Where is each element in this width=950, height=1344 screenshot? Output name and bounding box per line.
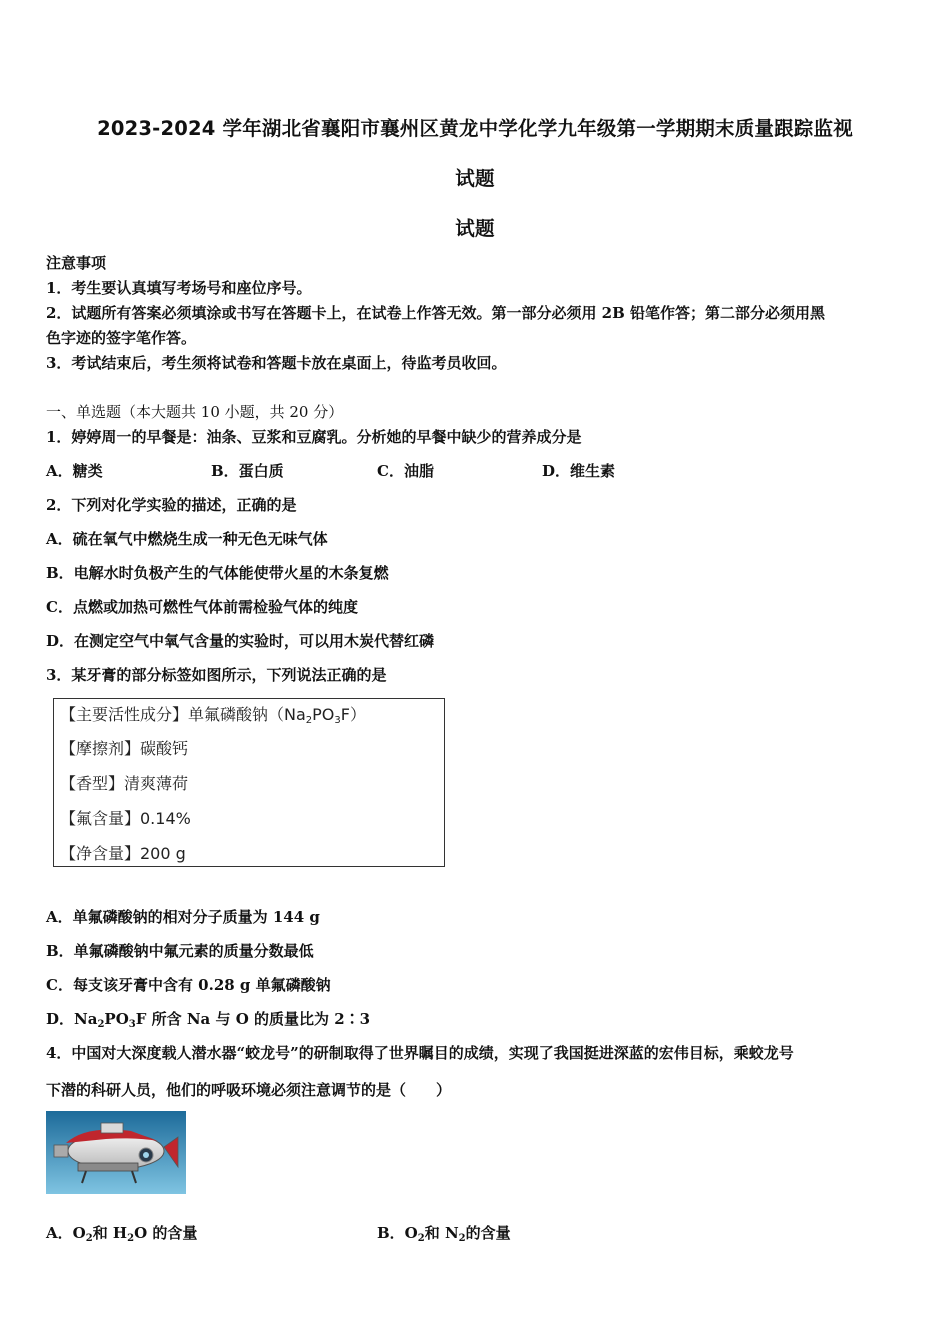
question-3-option-d: D．$Na_2PO_3F$ 所含 Na 与 O 的质量比为 2∶3	[46, 1010, 371, 1030]
question-4-stem: 4．中国对大深度载人潜水器“蛟龙号”的研制取得了世界瞩目的成绩，实现了我国挺进深蓝的宏伟目标，乘蛟龙号	[46, 1044, 794, 1062]
page-subtitle: 试题	[455, 167, 495, 190]
question-2-option-a: A．硫在氧气中燃烧生成一种无色无味气体	[46, 530, 328, 548]
notice-item-2: 2．试题所有答案必须填涂或书写在答题卡上，在试卷上作答无效。第一部分必须用 2B 铅笔作答；第二部分必须用黑	[46, 304, 826, 322]
question-3-option-a: A．单氟磷酸钠的相对分子质量为 144 g	[46, 908, 320, 926]
section-heading: 一、单选题（本大题共 10 小题，共 20 分）	[46, 403, 344, 421]
page-title: 2023-2024 学年湖北省襄阳市襄州区黄龙中学化学九年级第一学期期末质量跟踪监视	[97, 117, 853, 140]
label-net-content: 【净含量】200 g	[60, 844, 186, 863]
question-4-option-a: A．$O_2$和 $H_2O$ 的含量	[46, 1224, 198, 1244]
notice-item-2-cont: 色字迹的签字笔作答。	[46, 329, 197, 347]
jiaolong-submersible-image	[46, 1111, 186, 1194]
question-1-option-a: A．糖类	[46, 462, 103, 480]
question-4-option-b: B．$O_2$和 $N_2$的含量	[377, 1224, 511, 1244]
question-3-stem: 3．某牙膏的部分标签如图所示，下列说法正确的是	[46, 666, 387, 684]
question-4-stem-cont: 下潜的科研人员，他们的呼吸环境必须注意调节的是（ ）	[46, 1081, 452, 1099]
question-2-option-c: C．点燃或加热可燃性气体前需检验气体的纯度	[46, 598, 358, 616]
question-1-stem: 1．婷婷周一的早餐是：油条、豆浆和豆腐乳。分析她的早餐中缺少的营养成分是	[46, 428, 582, 446]
toothpaste-label-box	[53, 698, 445, 867]
question-3-option-c: C．每支该牙膏中含有 0.28 g 单氟磷酸钠	[46, 976, 331, 994]
label-active-ingredient: 【主要活性成分】单氟磷酸钠$(Na_2PO_3F)$	[60, 705, 366, 726]
question-1-option-c: C．油脂	[377, 462, 434, 480]
page-subtitle-repeat: 试题	[455, 217, 495, 240]
label-fluoride-content: 【氟含量】0.14%	[60, 809, 191, 828]
question-1-option-b: B．蛋白质	[211, 462, 284, 480]
question-2-stem: 2．下列对化学实验的描述，正确的是	[46, 496, 297, 514]
question-1-option-d: D．维生素	[542, 462, 616, 480]
question-2-option-b: B．电解水时负极产生的气体能使带火星的木条复燃	[46, 564, 389, 582]
label-abrasive: 【摩擦剂】碳酸钙	[60, 739, 189, 758]
notice-heading: 注意事项	[46, 254, 107, 272]
notice-item-3: 3．考试结束后，考生须将试卷和答题卡放在桌面上，待监考员收回。	[46, 354, 507, 372]
question-3-option-b: B．单氟磷酸钠中氟元素的质量分数最低	[46, 942, 314, 960]
submersible-illustration	[46, 1111, 186, 1194]
question-2-option-d: D．在测定空气中氧气含量的实验时，可以用木炭代替红磷	[46, 632, 435, 650]
label-flavor: 【香型】清爽薄荷	[60, 774, 189, 793]
notice-item-1: 1．考生要认真填写考场号和座位序号。	[46, 279, 312, 297]
